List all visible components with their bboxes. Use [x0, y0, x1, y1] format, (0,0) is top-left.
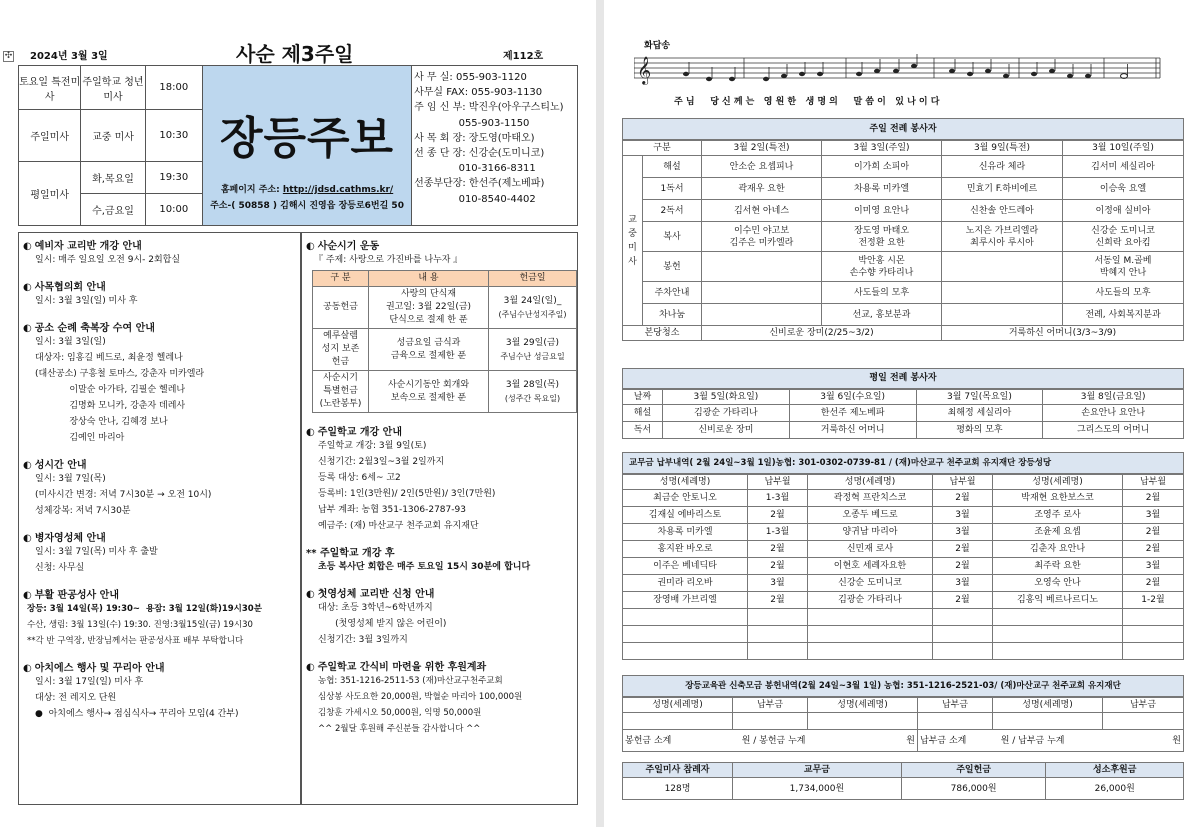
notice-line: 김명화 모니카, 강춘자 데레사	[35, 401, 186, 411]
half-circle-bullet-icon: ◐	[23, 460, 32, 471]
table-header: 성명(세례명)	[808, 475, 933, 490]
table-cell: 2월	[933, 490, 993, 507]
half-circle-bullet-icon: ◐	[306, 589, 315, 600]
half-circle-bullet-icon: ◐	[23, 323, 32, 334]
notice-line: (미사시간 변경: 저녁 7시30분 → 오전 10시)	[35, 490, 212, 500]
hymn-label: 화답송	[644, 41, 671, 51]
table-cell: 이미영 요안나	[822, 200, 942, 222]
table-cell: 박안홍 시몬 손수향 카타리나	[822, 252, 942, 282]
table-cell	[748, 609, 808, 626]
table-cell	[748, 643, 808, 660]
table-cell: 최금순 안토니오	[623, 490, 748, 507]
table-header: 성명(세례명)	[623, 475, 748, 490]
table-header: 헌금일	[489, 271, 577, 287]
table-cell	[993, 626, 1123, 643]
table-cell: 3월 29일(금) 주님수난 성금요일	[489, 329, 577, 371]
table-row	[623, 592, 1184, 609]
table-cell: 조윤제 요셉	[993, 524, 1123, 541]
dues-block	[622, 452, 1184, 660]
table-header: 성명(세례명)	[623, 698, 733, 713]
sunday-servers-title: 주일 전례 봉사자	[622, 118, 1184, 140]
table-cell: 최해정 세실리아	[916, 405, 1043, 422]
notice-line: 일시: 3월 3일(일)	[35, 337, 106, 347]
table-cell: 민효기 F.하비에르	[942, 178, 1063, 200]
sunday-servers-block	[622, 118, 1184, 341]
notice-line: 심상봉 사도요한 20,000원, 박혈순 마리아 100,000원	[318, 692, 523, 702]
table-cell	[993, 713, 1103, 730]
table-cell: 26,000원	[1046, 778, 1184, 800]
left-page	[0, 0, 596, 827]
table-cell: 예루살렘 성지 보존 헌금	[313, 329, 369, 371]
table-cell: 128명	[623, 778, 733, 800]
notice-line: **각 반 구역장, 반장님께서는 판공성사표 배부 부탁합니다	[27, 636, 244, 646]
table-cell: 신강순 도미니코	[808, 575, 933, 592]
notice-line: 신청기간: 2월3일~3월 2일까지	[318, 457, 445, 467]
notice-line: 일시: 3월 3일(일) 미사 후	[35, 296, 138, 306]
homepage-label: 홈페이지 주소:	[220, 185, 280, 195]
contact-funeral-vice-phone: 010-8540-4402	[414, 193, 536, 205]
table-header: 성소후원금	[1046, 763, 1184, 778]
half-circle-bullet-icon: ◐	[23, 241, 32, 252]
table-cell: 조영주 로사	[993, 507, 1123, 524]
table-cell: 2월	[1123, 575, 1184, 592]
half-circle-bullet-icon: ◐	[306, 662, 315, 673]
table-row	[623, 575, 1184, 592]
notice-line: 일시: 3월 17일(일) 미사 후	[35, 677, 144, 687]
table-cell	[942, 304, 1063, 326]
table-cell: 3월	[1123, 507, 1184, 524]
table-cell: 곽재우 요한	[702, 178, 822, 200]
table-cell: 양귀남 마리아	[808, 524, 933, 541]
building-fund-title: 장등교육관 신축모금 봉헌내역(2월 24일~3월 1일) 농협: 351-1216-2521-03/ (재)마산교구 천주교회 유지재단	[622, 675, 1184, 697]
table-cell	[918, 713, 993, 730]
notice-title: ◐ 아치에스 행사 및 꾸리아 안내	[23, 663, 165, 674]
table-row	[623, 405, 1184, 422]
contact-pastor: 주 임 신 부: 박진우(아우구스티노)	[414, 102, 564, 114]
notice-line: 신청: 사무실	[35, 563, 85, 573]
table-cell: 원	[1103, 730, 1184, 752]
table-cell: 김서미 세실리아	[1063, 156, 1184, 178]
table-cell: 신비로운 장미	[663, 422, 790, 439]
table-cell: 김광순 가타리나	[808, 592, 933, 609]
schedule-sub: 수,금요일	[81, 194, 145, 226]
weekday-servers-table	[622, 389, 1184, 439]
half-circle-bullet-icon: ◐	[23, 590, 32, 601]
table-cell: 2월	[748, 541, 808, 558]
table-cell: 2월	[933, 541, 993, 558]
table-cell	[623, 626, 748, 643]
half-circle-bullet-icon: ◐	[23, 282, 32, 293]
table-header: 성명(세례명)	[808, 698, 918, 713]
notice-title: ◐ 병자영성체 안내	[23, 533, 106, 544]
table-cell	[1123, 626, 1184, 643]
notice-title: ◐ 주일학교 간식비 마련을 위한 후원계좌	[306, 662, 487, 673]
notice-line: 김창훈 가세시오 50,000원, 익명 50,000원	[318, 708, 482, 718]
table-row	[623, 156, 1184, 178]
table-cell: 주차안내	[643, 282, 702, 304]
table-cell: 2월	[933, 592, 993, 609]
contact-council: 사 목 회 장: 장도영(마태오)	[414, 132, 535, 144]
totals-table	[622, 762, 1184, 800]
table-cell	[942, 252, 1063, 282]
table-cell: 본당청소	[623, 326, 702, 341]
table-row	[623, 178, 1184, 200]
table-cell: 독서	[623, 422, 663, 439]
table-cell	[993, 643, 1123, 660]
notice-line: 예금주: (재) 마산교구 천주교회 유지재단	[318, 521, 479, 531]
schedule-sub: 화,목요일	[81, 162, 145, 194]
table-cell: 장도영 마태오 전정환 요한	[822, 222, 942, 252]
table-cell: 복사	[643, 222, 702, 252]
notice-line: 수산, 생림: 3월 13일(수) 19:30. 진영:3월15일(금) 19시30	[27, 620, 253, 630]
table-row	[623, 609, 1184, 626]
table-cell	[1123, 643, 1184, 660]
table-move-handle-icon[interactable]: ✣	[4, 51, 13, 61]
table-row	[623, 252, 1184, 282]
half-circle-bullet-icon: ◐	[23, 533, 32, 544]
table-cell: 납부금 소계 원 / 납부금 누계	[918, 730, 1103, 752]
table-cell: 이수민 야고보 김주은 미카엘라	[702, 222, 822, 252]
sunday-servers-table	[622, 140, 1184, 341]
table-cell: 김광순 가타리나	[663, 405, 790, 422]
schedule-time: 10:00	[145, 194, 202, 226]
table-cell: 선교, 홍보분과	[822, 304, 942, 326]
notice-line: 김예인 마리아	[35, 433, 125, 443]
table-cell: 이정애 실비아	[1063, 200, 1184, 222]
table-cell	[942, 282, 1063, 304]
table-cell: 원 / 봉헌금 누계	[733, 730, 808, 752]
issue-number: 제112호	[503, 51, 544, 62]
table-cell: 2독서	[643, 200, 702, 222]
notice-line: 대상: 전 레지오 단원	[35, 693, 117, 703]
notice-line: (대산공소) 구흥철 토마스, 강춘자 미카엘라	[35, 369, 205, 379]
table-cell: 3월	[1123, 558, 1184, 575]
table-cell: 이현호 세례자요한	[808, 558, 933, 575]
table-cell: 1-3월	[748, 490, 808, 507]
building-fund-summary	[623, 730, 1184, 752]
notice-line: 일시: 3월 7일(목)	[35, 474, 106, 484]
contact-funeral-head-phone: 010-3166-8311	[414, 163, 536, 175]
table-cell: 김홍익 베르나르디노	[993, 592, 1123, 609]
table-cell	[623, 713, 733, 730]
table-header: 내 용	[369, 271, 489, 287]
table-cell: 사랑의 단식재 권고일: 3월 22일(금) 단식으로 절제 한 푼	[369, 287, 489, 329]
table-row	[623, 626, 1184, 643]
table-cell: 신유라 체라	[942, 156, 1063, 178]
notices-column-right	[301, 232, 578, 805]
notice-line: 대상자: 임홍길 베드로, 최윤정 헬레나	[35, 353, 183, 363]
table-cell: 전례, 사회복지분과	[1063, 304, 1184, 326]
table-cell: 권미라 리오바	[623, 575, 748, 592]
homepage-line	[203, 182, 411, 195]
table-cell	[702, 282, 822, 304]
treble-clef-icon: 𝄞	[637, 56, 652, 84]
table-cell: 최주락 요한	[993, 558, 1123, 575]
table-cell	[702, 304, 822, 326]
notice-title: ◐ 사목협의회 안내	[23, 282, 106, 293]
table-cell: 사순시기동안 회개와 보속으로 절제한 푼	[369, 371, 489, 413]
table-cell: 김재실 에바리스토	[623, 507, 748, 524]
dues-title: 교무금 납부내역( 2월 24일~3월 1일)농협: 301-0302-0739-81 / (재)마산교구 천주교회 유지재단 장등성당	[622, 452, 1184, 474]
table-cell: 한선주 제노베파	[789, 405, 916, 422]
table-cell: 홍지완 바오로	[623, 541, 748, 558]
table-cell: 서동일 M.골베 박혜지 안나	[1063, 252, 1184, 282]
notice-line: 등록비: 1인(3만원)/ 2인(5만원)/ 3인(7만원)	[318, 489, 496, 499]
table-cell: 노지은 가브리엘라 최루시아 루시아	[942, 222, 1063, 252]
table-cell: 평화의 모후	[916, 422, 1043, 439]
notice-line: (첫영성체 받지 않은 어린이)	[318, 619, 447, 629]
weekday-servers-block	[622, 368, 1184, 439]
notice-line: 주일학교 개강: 3월 9일(토)	[318, 441, 427, 451]
table-cell: 신민재 로사	[808, 541, 933, 558]
table-cell: 사도들의 모후	[1063, 282, 1184, 304]
hymn-lyrics: 주 님 당 신 께 는 영 원 한 생 명 의 말 씀 이 있 나 이 다	[674, 97, 940, 107]
table-cell	[623, 609, 748, 626]
table-cell	[933, 643, 993, 660]
table-row	[623, 643, 1184, 660]
table-cell: 원	[808, 730, 918, 752]
table-cell: 이가희 소피아	[822, 156, 942, 178]
table-cell: 2월	[1123, 524, 1184, 541]
table-cell	[748, 626, 808, 643]
table-cell: 3월 28일(목) (성주간 목요일)	[489, 371, 577, 413]
table-cell: 공동헌금	[313, 287, 369, 329]
notice-line: 대상: 초등 3학년~6학년까지	[318, 603, 433, 613]
building-fund-table	[622, 697, 1184, 752]
table-header: 납부월	[748, 475, 808, 490]
lent-theme: 『 주제: 사랑으로 가진바를 나누자 』	[314, 255, 463, 265]
table-header: 주일미사 참례자	[623, 763, 733, 778]
table-row	[623, 490, 1184, 507]
table-cell: 봉헌금 소계	[623, 730, 733, 752]
table-header: 구분	[623, 141, 702, 156]
table-header: 납부월	[933, 475, 993, 490]
notice-title: ◐ 첫영성체 교리반 신청 안내	[306, 589, 435, 600]
homepage-link[interactable]: http://jdsd.cathms.kr/	[282, 185, 394, 195]
contact-block	[412, 66, 578, 226]
table-row	[623, 524, 1184, 541]
issue-date: 2024년 3월 3일	[30, 51, 108, 62]
notice-line: 농협: 351-1216-2511-53 (재)마산교구천주교회	[318, 676, 503, 686]
notice-title: ◐ 공소 순례 축복장 수여 안내	[23, 323, 155, 334]
table-row	[623, 200, 1184, 222]
table-cell: 장영배 가브리엘	[623, 592, 748, 609]
header-table	[18, 65, 578, 226]
table-header: 구 분	[313, 271, 369, 287]
table-cell: 거룩하신 어머니	[789, 422, 916, 439]
table-cell: 해설	[643, 156, 702, 178]
notice-line: 일시: 3월 7일(목) 미사 후 출발	[35, 547, 158, 557]
music-staff	[634, 48, 1164, 88]
notice-line: 초등 복사단 회합은 매주 토요일 15시 30분에 합니다	[318, 562, 531, 572]
table-cell: 오종두 베드로	[808, 507, 933, 524]
table-cell: 해설	[623, 405, 663, 422]
schedule-group: 주일미사	[19, 110, 81, 162]
schedule-group: 토요일 특전미사	[19, 66, 81, 110]
table-cell	[808, 713, 918, 730]
contact-funeral-head: 선 종 단 장: 신강순(도미니코)	[414, 148, 545, 160]
table-cell: 거룩하신 어머니(3/3~3/9)	[942, 326, 1184, 341]
schedule-time: 19:30	[145, 162, 202, 194]
contact-funeral-vice: 선종부단장: 한선주(제노베파)	[414, 178, 545, 190]
table-cell	[623, 643, 748, 660]
table-row	[623, 541, 1184, 558]
half-circle-bullet-icon: ◐	[23, 663, 32, 674]
notice-line: ● 아치에스 행사→ 점심식사→ 꾸리아 모임(4 간부)	[35, 709, 239, 719]
table-cell: 오영숙 안나	[993, 575, 1123, 592]
table-cell: 박재현 요한보스코	[993, 490, 1123, 507]
table-cell: 2월	[748, 592, 808, 609]
table-cell: 1독서	[643, 178, 702, 200]
table-cell: 2월	[748, 507, 808, 524]
table-cell: 1,734,000원	[733, 778, 902, 800]
table-header: 납부금	[733, 698, 808, 713]
notice-line: 등록 대상: 6세~ 고2	[318, 473, 401, 483]
table-cell: 그리스도의 어머니	[1043, 422, 1184, 439]
notice-title: ◐ 예비자 교리반 개강 안내	[23, 241, 142, 252]
notice-line: 장상숙 안나, 김혜경 보나	[35, 417, 168, 427]
table-cell: 김서현 아네스	[702, 200, 822, 222]
notice-line: ^^ 2월달 후원해 주신분들 감사합니다 ^^	[318, 724, 481, 734]
schedule-time: 10:30	[145, 110, 202, 162]
table-cell	[933, 626, 993, 643]
table-cell: 2월	[1123, 541, 1184, 558]
table-cell: 사도들의 모후	[822, 282, 942, 304]
table-header: 성명(세례명)	[993, 698, 1103, 713]
building-fund-block	[622, 675, 1184, 752]
table-cell	[1123, 609, 1184, 626]
table-row	[623, 507, 1184, 524]
table-row	[623, 422, 1184, 439]
lent-offering-table	[312, 270, 577, 413]
schedule-group: 평일미사	[19, 162, 81, 226]
brand-title: 장등주보	[220, 112, 395, 164]
schedule-sub: 주일학교 청년미사	[81, 66, 145, 110]
table-cell: 안소순 요셉피나	[702, 156, 822, 178]
table-cell: 1-3월	[748, 524, 808, 541]
table-cell	[933, 609, 993, 626]
table-cell: 3월 24일(일)_ (주님수난성지주일)	[489, 287, 577, 329]
table-cell: 사순시기 특별헌금 (노란봉투)	[313, 371, 369, 413]
schedule-time: 18:00	[145, 66, 202, 110]
brand-cell	[202, 66, 411, 226]
table-header: 성명(세례명)	[993, 475, 1123, 490]
table-cell: 성금요일 금식과 금육으로 절제한 푼	[369, 329, 489, 371]
lent-section-title: ◐ 사순시기 운동	[306, 241, 380, 252]
table-cell: 곽정혁 프란치스코	[808, 490, 933, 507]
table-row	[623, 304, 1184, 326]
table-header: 3월 8일(금요일)	[1043, 390, 1184, 405]
notice-line: 성체강복: 저녁 7시30분	[35, 506, 131, 516]
notice-title: ◐ 주일학교 개강 안내	[306, 427, 402, 438]
table-header: 교무금	[733, 763, 902, 778]
right-page	[604, 0, 1200, 827]
table-header: 주일헌금	[901, 763, 1046, 778]
table-cell: 차용록 미카엘	[623, 524, 748, 541]
table-cell	[702, 252, 822, 282]
table-row	[623, 282, 1184, 304]
table-cell: 차나눔	[643, 304, 702, 326]
table-cell: 이주은 베네딕타	[623, 558, 748, 575]
table-header: 3월 3일(주일)	[822, 141, 942, 156]
table-cell: 786,000원	[901, 778, 1046, 800]
table-header: 납부월	[1123, 475, 1184, 490]
table-cell: 손요안나 요안나	[1043, 405, 1184, 422]
table-cell	[993, 609, 1123, 626]
table-cell: 김춘자 요안나	[993, 541, 1123, 558]
table-cell: 3월	[933, 575, 993, 592]
table-row	[623, 558, 1184, 575]
notice-line: 장등: 3월 14일(목) 19:30~ 용잠: 3월 12일(화)19시30분	[27, 604, 262, 614]
table-cell: 차용록 미카엘	[822, 178, 942, 200]
half-circle-bullet-icon: ◐	[306, 427, 315, 438]
table-row	[623, 222, 1184, 252]
contact-pastor-phone: 055-903-1150	[414, 117, 530, 129]
table-cell: 2월	[748, 558, 808, 575]
table-cell	[733, 713, 808, 730]
schedule-sub: 교중 미사	[81, 110, 145, 162]
notices-column-left	[18, 232, 301, 805]
contact-fax: 사무실 FAX: 055-903-1130	[414, 87, 543, 99]
table-header: 납부금	[918, 698, 993, 713]
contact-office: 사 무 실: 055-903-1120	[414, 72, 527, 83]
notice-line: 이말순 아가타, 김필순 헬레나	[35, 385, 186, 395]
table-cell	[1103, 713, 1184, 730]
notice-line: 신청기간: 3월 3일까지	[318, 635, 408, 645]
table-cell: 1-2월	[1123, 592, 1184, 609]
table-header: 날짜	[623, 390, 663, 405]
notice-line: 납부 계좌: 농협 351-1306-2787-93	[318, 505, 466, 515]
table-cell: 신강순 도미니코 신희락 요아킴	[1063, 222, 1184, 252]
notice-title: ** 주일학교 개강 후	[306, 548, 395, 559]
dues-table	[622, 474, 1184, 660]
table-cell	[808, 609, 933, 626]
table-cell: 2월	[1123, 490, 1184, 507]
weekday-servers-title: 평일 전례 봉사자	[622, 368, 1184, 389]
address: 주소-( 50858 ) 김해시 진영읍 장등로6번길 50	[210, 201, 404, 211]
notice-title: ◐ 부활 판공성사 안내	[23, 590, 119, 601]
table-header: 3월 7일(목요일)	[916, 390, 1043, 405]
sunday-title: 사순 제3주일	[236, 42, 354, 66]
table-header: 3월 2일(특전)	[702, 141, 822, 156]
notice-title: ◐ 성시간 안내	[23, 460, 87, 471]
table-header: 3월 6일(수요일)	[789, 390, 916, 405]
notice-line: 일시: 매주 일요일 오전 9시- 2회합실	[35, 255, 181, 265]
table-header: 3월 9일(특전)	[942, 141, 1063, 156]
side-label: 교 중 미 사	[623, 156, 643, 326]
table-cell: 3월	[933, 524, 993, 541]
table-cell: 이승욱 요엘	[1063, 178, 1184, 200]
table-header: 3월 10일(주일)	[1063, 141, 1184, 156]
table-cell	[808, 643, 933, 660]
table-cell: 신찬솔 안드레아	[942, 200, 1063, 222]
table-cell: 2월	[933, 558, 993, 575]
table-cell: 3월	[933, 507, 993, 524]
table-header: 납부금	[1103, 698, 1184, 713]
table-cell: 신비로운 장미(2/25~3/2)	[702, 326, 942, 341]
table-cell	[808, 626, 933, 643]
music-notes	[683, 64, 1128, 81]
table-header: 3월 5일(화요일)	[663, 390, 790, 405]
table-cell: 봉헌	[643, 252, 702, 282]
table-cell: 3월	[748, 575, 808, 592]
